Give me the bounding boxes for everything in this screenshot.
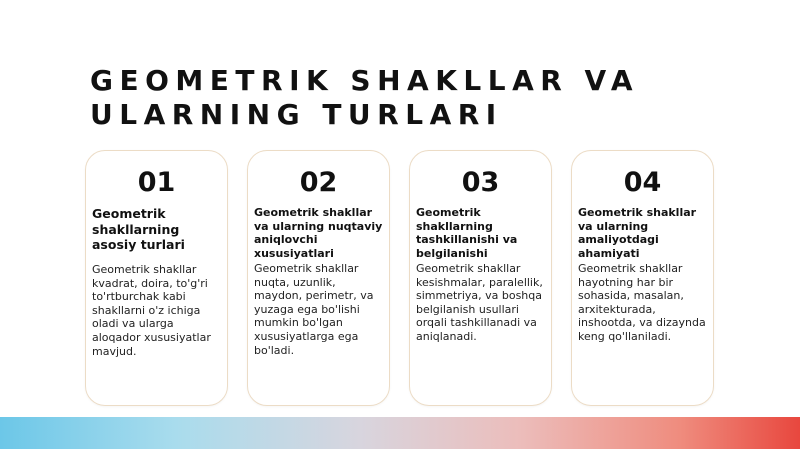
card-heading: Geometrik shakllarning asosiy turlari [92,206,185,252]
card-03 [409,150,552,406]
card-heading: Geometrik shakllarning tashkillanishi va belgilanishi [416,206,518,260]
card-number: 01 [137,167,176,198]
card-heading: Geometrik shakllar va ularning nuqtaviy aniqlovchi xususiyatlari [254,206,383,260]
card-number: 03 [461,167,500,198]
card-01 [85,150,228,406]
card-heading: Geometrik shakllar va ularning amaliyotdagi ahamiyati [578,206,697,260]
card-text: Geometrik shakllar hayotning har bir sohasida, masalan, arxitekturada, inshootda, va dizaynda keng qo'llaniladi. [578,262,706,343]
slide-title [90,64,730,132]
card-number: 04 [623,167,662,198]
card-04 [571,150,714,406]
card-text: Geometrik shakllar nuqta, uzunlik, maydon, perimetr, va yuzaga ega bo'lishi mumkin bo'lgan xususiyatlarga ega bo'ladi. [254,262,374,357]
decorative-gradient-band [0,417,800,449]
slide-title-line-2: ULARNING TURLARI [90,98,503,131]
card-number: 02 [299,167,338,198]
card-text: Geometrik shakllar kvadrat, doira, to'g'ri to'rtburchak kabi shakllarni o'z ichiga oladi va ularga aloqador xususiyatlar mavjud. [92,263,211,358]
card-02 [247,150,390,406]
card-text: Geometrik shakllar kesishmalar, paralellik, simmetriya, va boshqa belgilanish usullari orqali tashkillanadi va aniqlanadi. [416,262,543,343]
slide-title-line-1: GEOMETRIK SHAKLLAR VA [90,64,639,97]
